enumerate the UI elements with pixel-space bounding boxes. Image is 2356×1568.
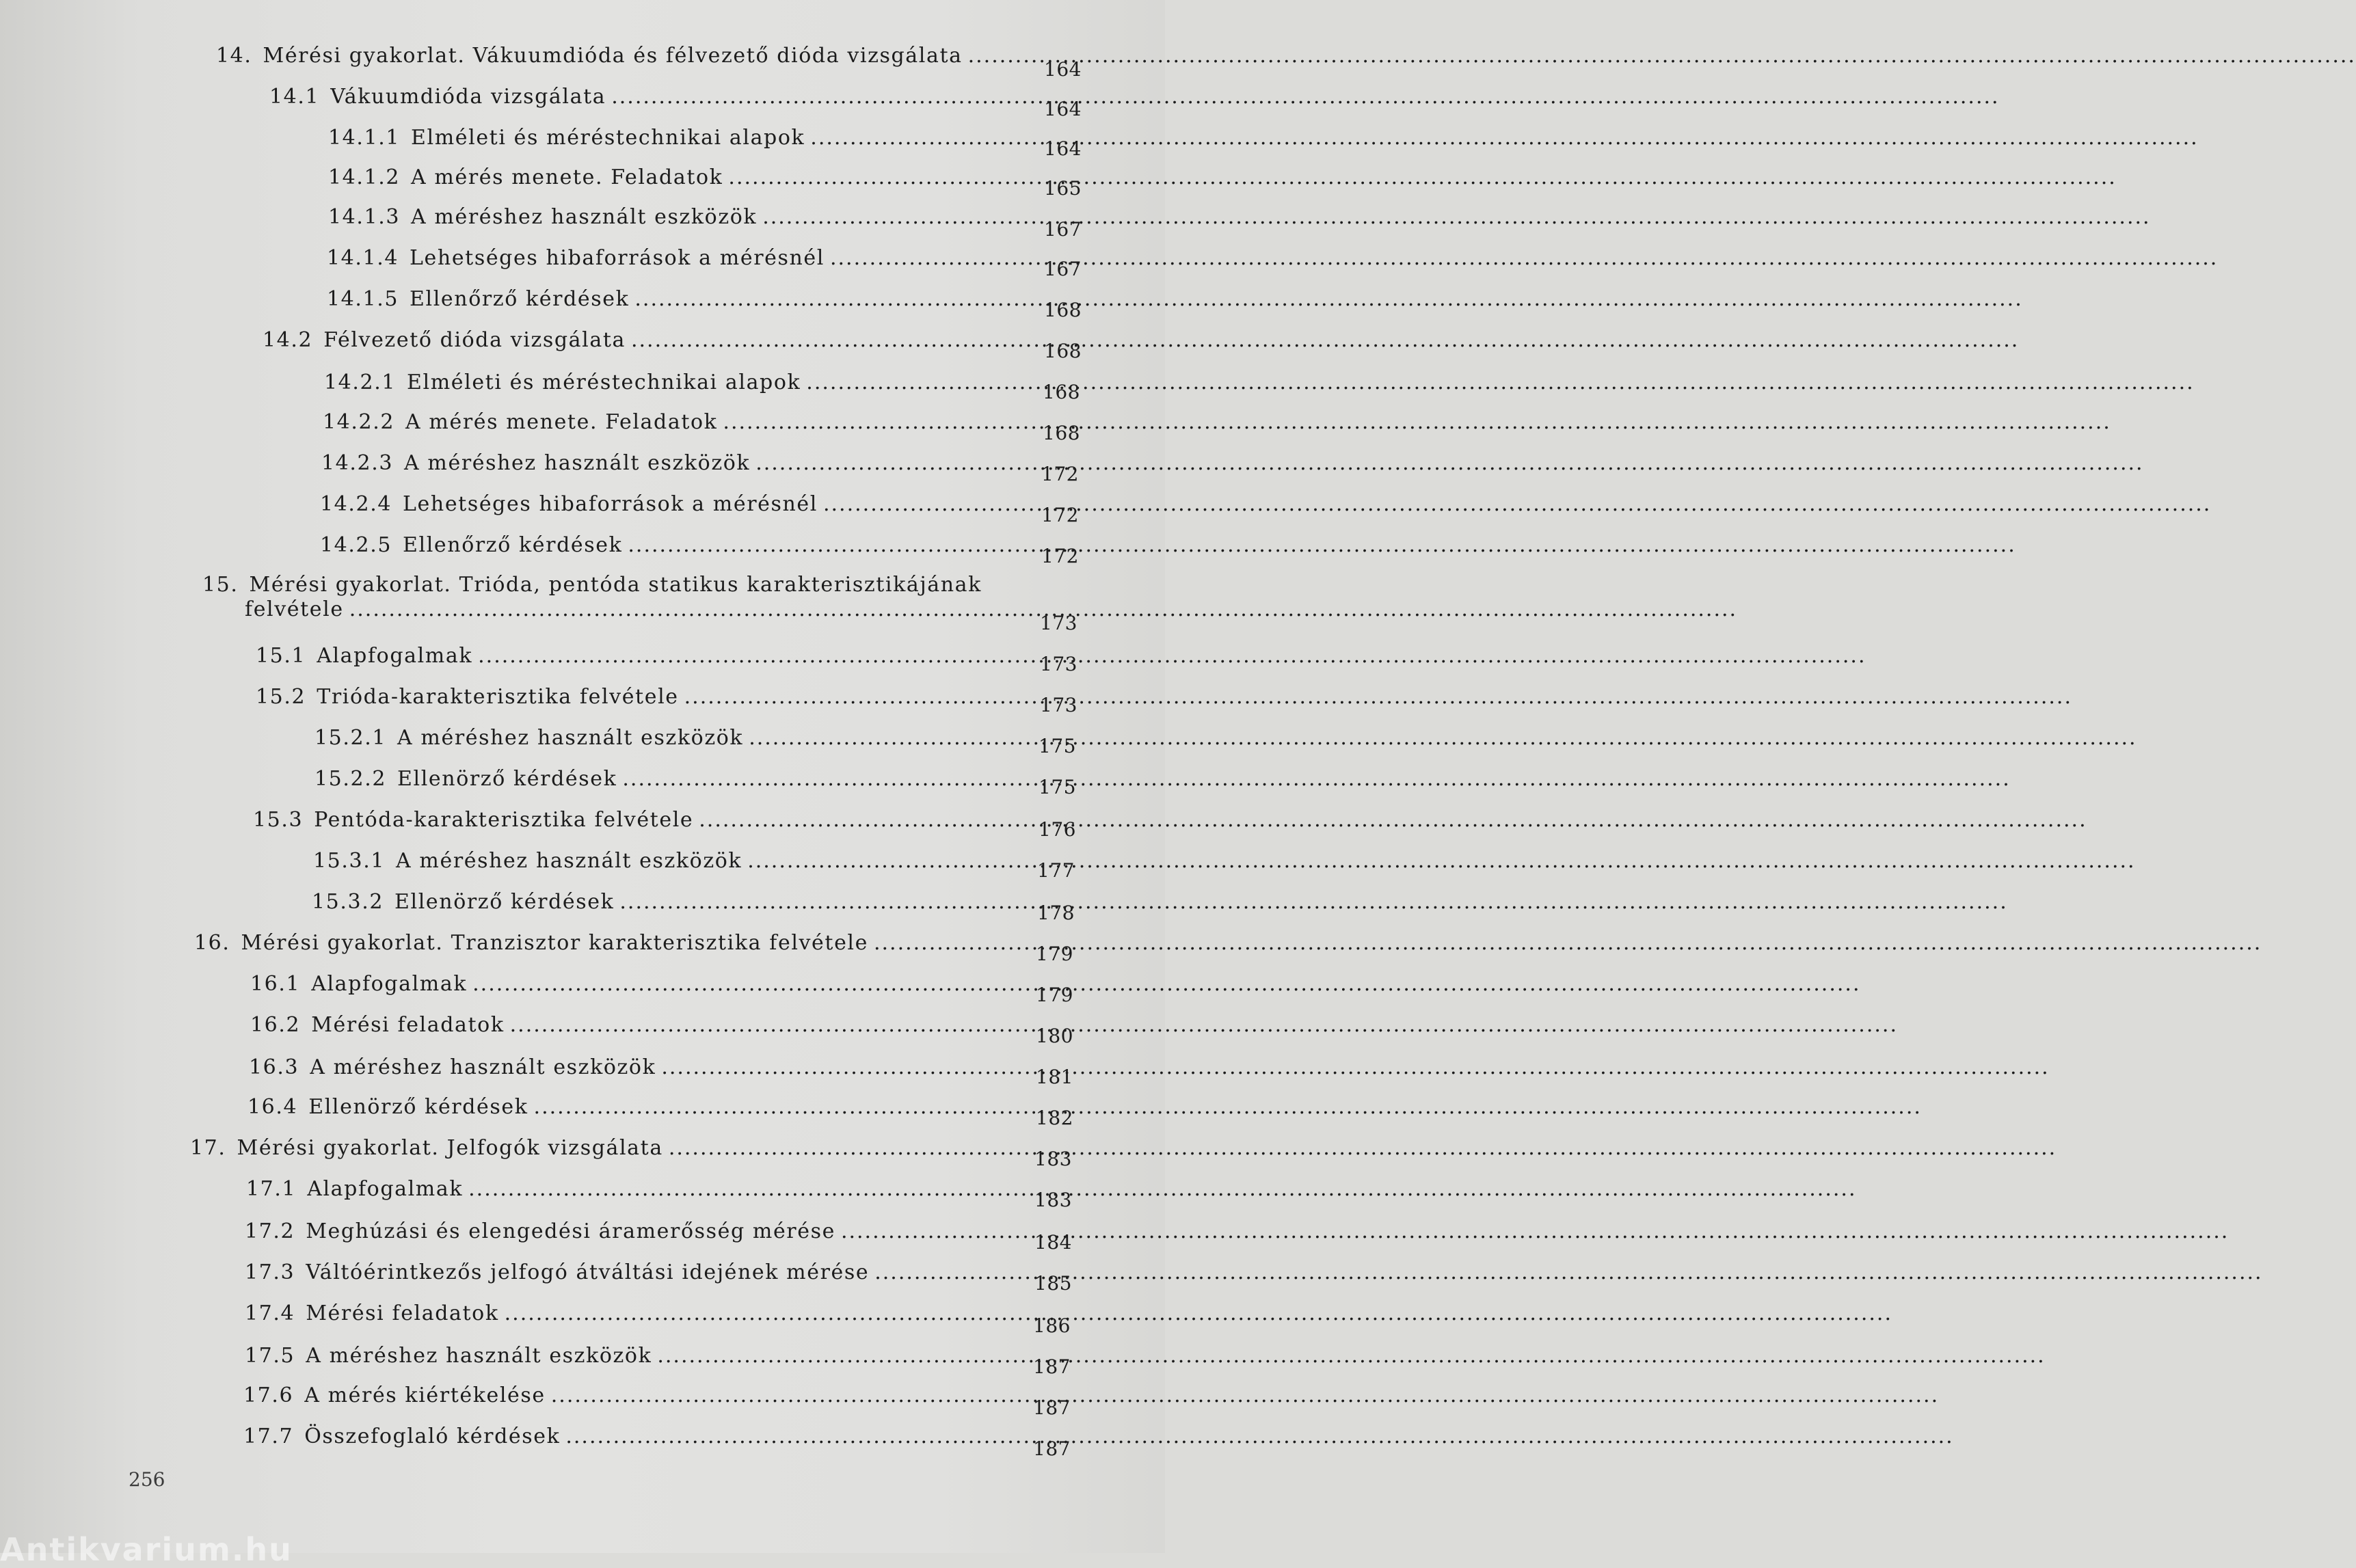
toc-leader-dots [723,409,2111,436]
toc-entry-page: 187 [1033,1437,1071,1460]
toc-entry-section [269,83,987,111]
toc-entry-subsection [323,409,985,436]
toc-entry-subsection [312,889,980,916]
toc-entry-page: 178 [1037,902,1075,924]
toc-entry-page: 164 [1044,58,1082,81]
toc-entry-number: 17.1 [246,1177,297,1201]
toc-entry-title: Ellenörző kérdések [397,767,617,791]
toc-entry-page: 168 [1044,340,1082,362]
toc-entry-number: 16.2 [250,1013,301,1037]
toc-entry-title: Mérési gyakorlat. Trióda, pentóda statikus karakterisztikájának [249,573,982,597]
toc-entry-title: Mérési feladatok [306,1301,499,1325]
toc-entry-title: Lehetséges hibaforrások a mérésnél [410,246,825,270]
toc-entry-page: 173 [1040,694,1077,716]
toc-entry-chapter-17 [190,1135,978,1162]
toc-entry-page: 167 [1044,258,1082,280]
toc-entry-number: 15.3.2 [312,890,384,914]
toc-leader-dots [619,889,2007,916]
toc-leader-dots [684,684,2072,711]
toc-leader-dots [510,1012,1898,1039]
toc-entry-title: Ellenőrző kérdések [403,533,623,557]
toc-entry-chapter-16 [194,930,980,957]
toc-entry-subsection [327,286,985,313]
toc-entry-title: Ellenörző kérdések [394,890,615,914]
toc-leader-dots [806,369,2194,396]
toc-entry-subsection [313,848,980,875]
watermark: Antikvarium.hu [0,1531,293,1568]
toc-entry-chapter-15 [202,573,982,622]
toc-entry-subsection [320,532,982,559]
toc-leader-dots [505,1300,1892,1327]
toc-entry-number: 14.2.1 [324,370,397,394]
toc-entry-number: 15. [202,573,239,597]
toc-entry-number: 15.3 [253,808,304,832]
toc-leader-dots [669,1135,2057,1162]
toc-entry-title: A méréshez használt eszközök [397,726,744,750]
toc-entry-section [256,643,982,670]
toc-entry-section [245,1300,975,1327]
page-number: 256 [129,1468,165,1491]
toc-entry-section [256,684,982,711]
toc-entry-page: 180 [1036,1025,1073,1047]
toc-entry-number: 15.2.2 [314,767,387,791]
toc-entry-title: A mérés kiértékelése [304,1383,546,1407]
toc-leader-dots [762,204,2150,231]
toc-entry-section [249,1054,979,1081]
toc-entry-number: 15.3.1 [313,849,386,873]
toc-entry-subsection [321,450,983,477]
toc-entry-section [245,1218,976,1245]
toc-entry-number: 17.4 [245,1301,295,1325]
toc-leader-dots [628,532,2016,559]
table-of-contents [0,0,1165,1568]
toc-entry-page: 185 [1034,1272,1072,1295]
toc-entry-title: Összefoglaló kérdések [304,1424,561,1448]
toc-entry-title: Alapfogalmak [307,1177,464,1201]
toc-entry-number: 14. [216,44,252,68]
toc-entry-number: 14.1.3 [328,205,401,229]
toc-entry-page: 172 [1041,463,1079,485]
toc-entry-number: 15.2.1 [314,726,387,750]
toc-leader-dots [657,1342,2045,1370]
toc-leader-dots [874,930,2262,957]
toc-leader-dots [755,450,2143,477]
toc-entry-chapter-14 [216,42,990,70]
toc-entry-page: 164 [1044,98,1082,120]
toc-entry-subsection [320,491,983,518]
toc-entry-section [253,807,982,834]
toc-entry-page: 183 [1034,1148,1072,1170]
toc-entry-number: 14.2.3 [321,451,394,475]
toc-entry-page: 168 [1043,422,1080,444]
toc-entry-title: Ellenőrző kérdések [410,287,630,311]
toc-entry-number: 16.3 [249,1055,299,1079]
toc-entry-number: 14.2 [263,328,313,352]
toc-entry-subsection [314,725,982,752]
toc-entry-title: Vákuumdióda vizsgálata [330,85,606,109]
toc-entry-number: 15.2 [256,685,306,709]
toc-entry-title: Pentóda-karakterisztika felvétele [314,808,694,832]
toc-entry-page: 172 [1041,504,1079,526]
toc-leader-dots [631,327,2019,354]
toc-entry-title: Trióda-karakterisztika felvétele [317,685,679,709]
toc-leader-dots [874,1259,2262,1286]
toc-leader-dots [565,1423,1953,1450]
toc-leader-dots [749,725,2137,752]
toc-entry-number: 16.4 [247,1095,298,1119]
toc-leader-dots [661,1054,2049,1081]
toc-entry-page: 175 [1039,776,1076,798]
toc-entry-page: 179 [1036,984,1073,1006]
toc-entry-page: 187 [1033,1355,1071,1378]
toc-entry-page: 167 [1044,218,1082,241]
toc-entry-subsection [324,369,985,396]
toc-entry-title: Mérési gyakorlat. Vákuumdióda és félvezető dióda vizsgálata [263,44,963,68]
toc-entry-title: A méréshez használt eszközök [411,205,758,229]
toc-entry-subsection [327,245,985,272]
toc-entry-page: 184 [1034,1231,1072,1254]
toc-entry-title: A mérés menete. Feladatok [405,410,718,434]
toc-entry-number: 14.1 [269,85,320,109]
toc-leader-dots [551,1382,1939,1409]
toc-leader-dots [810,124,2198,152]
toc-entry-page: 177 [1037,859,1075,882]
toc-entry-subsection [328,164,985,191]
toc-entry-title: Mérési gyakorlat. Tranzisztor karakterisztika felvétele [241,931,868,955]
toc-leader-dots [478,643,1866,670]
toc-entry-number: 14.1.2 [328,165,401,189]
toc-entry-page: 173 [1040,653,1077,675]
toc-entry-section [245,1342,975,1370]
toc-entry-page: 168 [1043,381,1080,403]
toc-entry-page: 172 [1041,545,1079,567]
toc-entry-number: 17.2 [245,1219,295,1243]
toc-entry-page: 183 [1034,1189,1072,1211]
toc-leader-dots [747,848,2135,875]
toc-entry-page: 176 [1039,818,1076,841]
toc-entry-title: A mérés menete. Feladatok [411,165,723,189]
toc-entry-number: 17.3 [245,1260,295,1284]
toc-leader-dots [968,42,2356,70]
toc-entry-page: 175 [1039,735,1076,757]
toc-entry-title: Alapfogalmak [317,644,473,668]
toc-entry-subsection [328,204,985,231]
toc-entry-title: Mérési feladatok [311,1013,505,1037]
toc-entry-subsection [314,766,982,793]
toc-leader-dots [534,1094,1922,1121]
toc-entry-number: 14.1.1 [328,126,401,150]
toc-entry-number: 17.5 [245,1344,295,1368]
toc-entry-page: 179 [1036,943,1073,965]
toc-entry-number: 14.1.5 [327,287,399,311]
toc-leader-dots [622,766,2010,793]
toc-entry-title: Alapfogalmak [311,972,468,996]
toc-entry-section [247,1094,978,1121]
toc-entry-page: 173 [1040,612,1077,634]
toc-entry-number: 16.1 [250,972,301,996]
toc-entry-number: 16. [194,931,230,955]
toc-leader-dots [634,286,2022,313]
toc-entry-number: 15.1 [256,644,306,668]
toc-entry-page: 168 [1044,299,1082,321]
toc-entry-page: 186 [1033,1314,1071,1337]
toc-entry-subsection [328,124,985,152]
toc-entry-page: 165 [1044,177,1082,200]
toc-entry-number: 14.1.4 [327,246,399,270]
toc-leader-dots [699,807,2087,834]
toc-entry-page: 181 [1036,1066,1073,1088]
toc-leader-dots [611,83,1999,111]
toc-entry-title: A méréshez használt eszközök [306,1344,652,1368]
toc-entry-number: 17.7 [243,1424,294,1448]
toc-entry-number: 17.6 [243,1383,294,1407]
toc-entry-title: Lehetséges hibaforrások a mérésnél [403,492,818,516]
toc-entry-title: Elméleti és méréstechnikai alapok [407,370,801,394]
toc-entry-page: 187 [1033,1396,1071,1419]
toc-entry-title: Meghúzási és elengedési áramerősség mérése [306,1219,835,1243]
toc-entry-number: 14.2.2 [323,410,395,434]
toc-entry-page: 182 [1036,1107,1073,1129]
toc-entry-section [250,971,979,998]
toc-entry-title: A méréshez használt eszközök [404,451,751,475]
toc-entry-title: A méréshez használt eszközök [396,849,742,873]
toc-entry-section [243,1423,975,1450]
toc-entry-page: 164 [1044,137,1082,160]
toc-entry-number: 14.2.5 [320,533,392,557]
toc-entry-title: A méréshez használt eszközök [310,1055,656,1079]
toc-entry-title: Váltóérintkezős jelfogó átváltási idejének mérése [306,1260,870,1284]
toc-leader-dots [728,164,2116,191]
toc-entry-number: 14.2.4 [320,492,392,516]
toc-entry-section [243,1382,975,1409]
toc-entry-title: Mérési gyakorlat. Jelfogók vizsgálata [237,1136,663,1160]
toc-entry-title: Félvezető dióda vizsgálata [323,328,626,352]
toc-leader-dots [472,971,1860,998]
toc-entry-title-continued: felvétele [245,597,344,621]
toc-entry-section [263,327,985,354]
toc-entry-section [250,1012,979,1039]
toc-leader-dots [468,1176,1856,1203]
book-page [0,0,1165,1568]
toc-entry-title: Elméleti és méréstechnikai alapok [411,126,805,150]
toc-entry-section [246,1176,978,1203]
toc-entry-number: 17. [190,1136,226,1160]
toc-entry-section [245,1259,976,1286]
toc-entry-title: Ellenörző kérdések [308,1095,528,1119]
